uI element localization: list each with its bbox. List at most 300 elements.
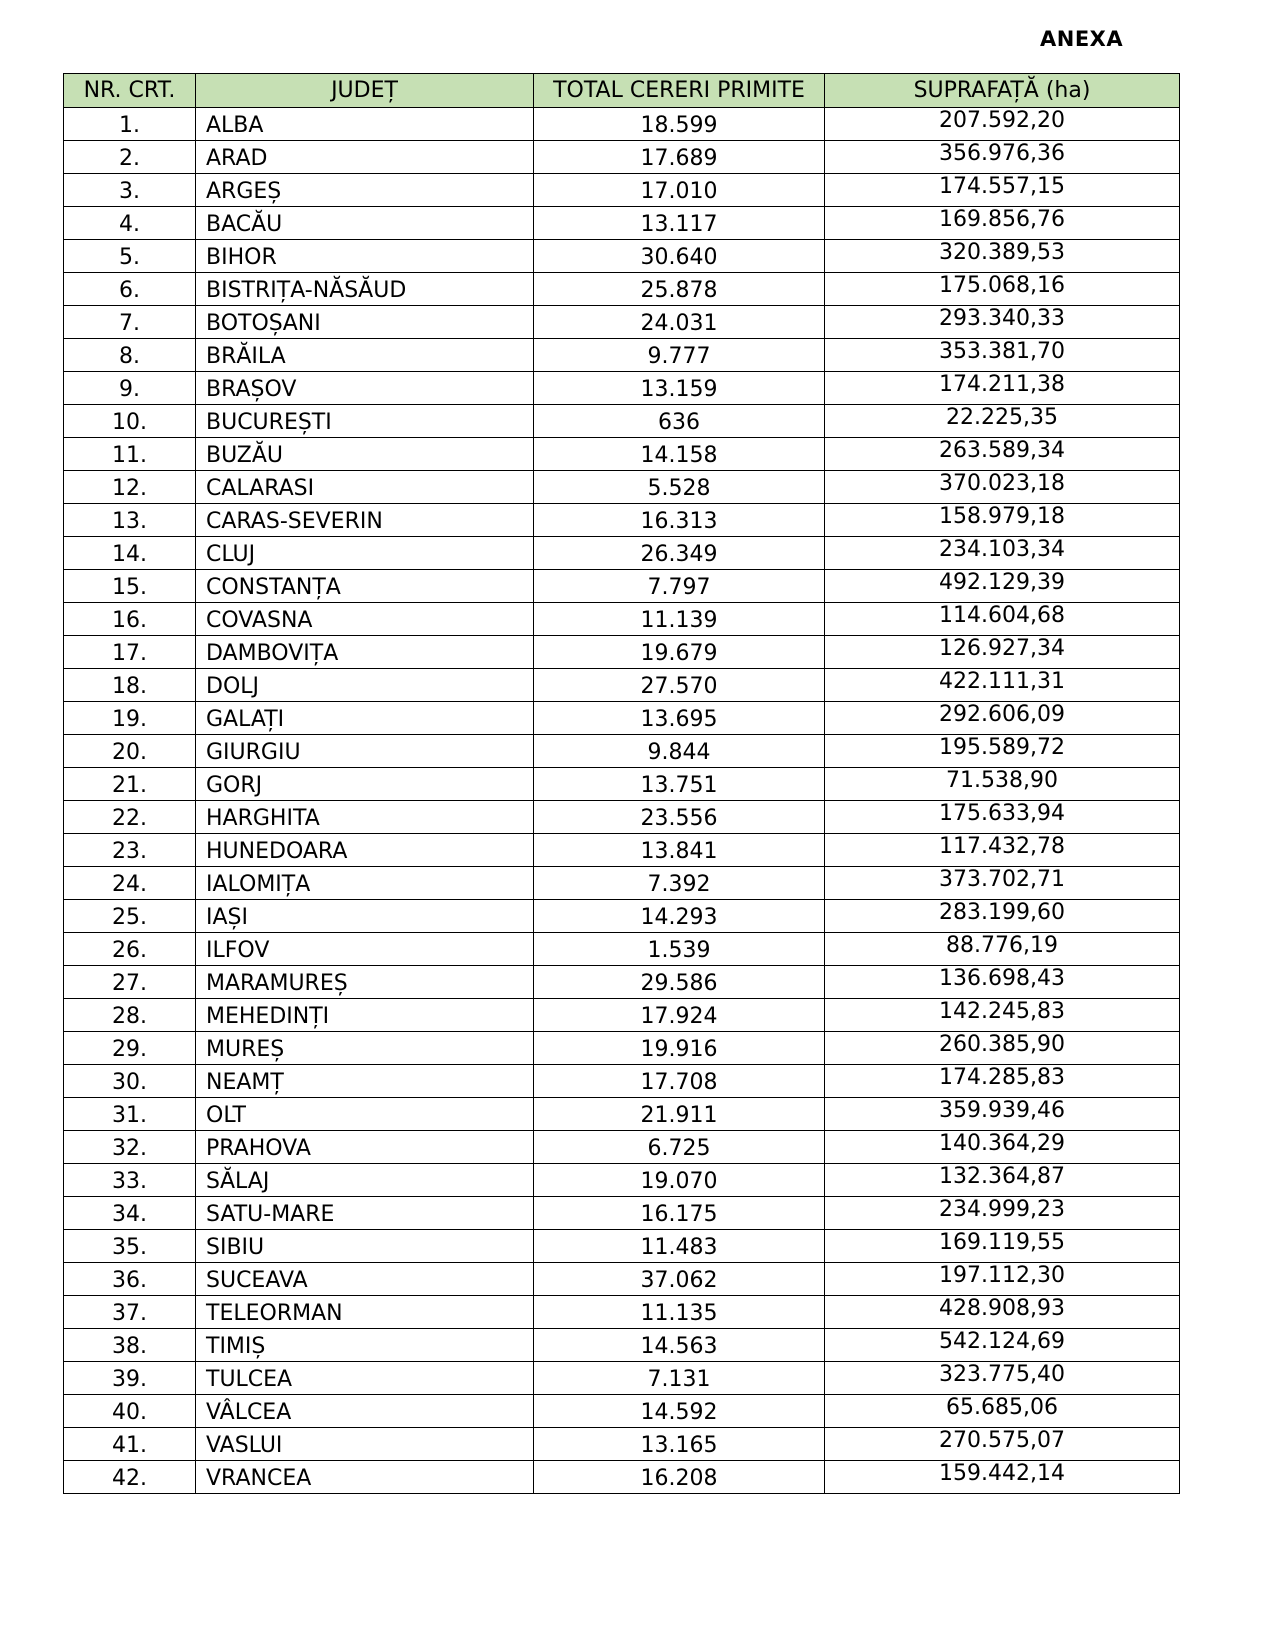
row-total-cell [534,1131,825,1164]
row-judet: DAMBOVIȚA [206,641,339,666]
row-judet: CALARASI [206,476,315,501]
row-judet: IALOMIȚA [206,872,311,897]
row-total-cell [534,702,825,735]
row-suprafata: 175.633,94 [939,801,1065,826]
table-row [64,339,1180,372]
row-total: 21.911 [640,1103,718,1128]
row-judet: PRAHOVA [206,1136,311,1161]
row-judet-cell [196,1461,534,1494]
table-row [64,1131,1180,1164]
row-judet-cell [196,438,534,471]
row-number: 31. [112,1103,147,1128]
row-number: 40. [112,1400,147,1425]
row-judet: CARAS-SEVERIN [206,509,383,534]
row-judet-cell [196,1197,534,1230]
row-judet-cell [196,801,534,834]
row-total-cell [534,1230,825,1263]
row-total-cell [534,1329,825,1362]
row-number-cell [64,867,196,900]
row-number-cell [64,933,196,966]
row-suprafata: 22.225,35 [946,405,1058,430]
row-judet: BOTOȘANI [206,311,321,336]
row-total: 13.841 [640,839,718,864]
row-judet-cell [196,405,534,438]
row-number-cell [64,537,196,570]
row-suprafata-cell [825,306,1180,339]
row-suprafata: 175.068,16 [939,273,1065,298]
row-suprafata: 132.364,87 [939,1164,1065,1189]
row-total: 14.592 [640,1400,718,1425]
row-judet: BRAȘOV [206,377,297,402]
row-number: 42. [112,1466,147,1491]
row-judet-cell [196,933,534,966]
row-total-cell [534,108,825,141]
row-number-cell [64,1197,196,1230]
row-number: 36. [112,1268,147,1293]
row-total-cell [534,999,825,1032]
row-number-cell [64,801,196,834]
row-total: 5.528 [647,476,711,501]
row-judet: VÂLCEA [206,1400,292,1425]
table-row [64,735,1180,768]
row-number-cell [64,1032,196,1065]
row-suprafata-cell [825,702,1180,735]
table-row [64,1065,1180,1098]
row-judet: BRĂILA [206,344,286,369]
table-row [64,1098,1180,1131]
row-suprafata-cell [825,834,1180,867]
row-suprafata: 323.775,40 [939,1362,1065,1387]
row-judet-cell [196,834,534,867]
row-suprafata: 169.856,76 [939,207,1065,232]
row-suprafata-cell [825,273,1180,306]
row-number-cell [64,999,196,1032]
row-judet-cell [196,570,534,603]
row-total-cell [534,636,825,669]
row-suprafata: 126.927,34 [939,636,1065,661]
table-row [64,999,1180,1032]
row-judet-cell [196,207,534,240]
row-number-cell [64,471,196,504]
row-judet-cell [196,867,534,900]
row-judet: SIBIU [206,1235,265,1260]
row-total-cell [534,1065,825,1098]
row-number: 13. [112,509,147,534]
row-number: 18. [112,674,147,699]
table-row [64,141,1180,174]
row-number: 21. [112,773,147,798]
row-judet-cell [196,1362,534,1395]
row-total: 14.293 [640,905,718,930]
row-number-cell [64,240,196,273]
row-total-cell [534,933,825,966]
row-total: 17.708 [640,1070,718,1095]
row-judet: NEAMȚ [206,1070,284,1095]
row-number: 22. [112,806,147,831]
row-suprafata: 234.103,34 [939,537,1065,562]
row-suprafata: 174.557,15 [939,174,1065,199]
table-row [64,834,1180,867]
row-number: 29. [112,1037,147,1062]
row-number: 23. [112,839,147,864]
row-number: 5. [119,245,140,270]
row-total: 14.158 [640,443,718,468]
row-suprafata: 422.111,31 [939,669,1065,694]
row-total: 37.062 [640,1268,718,1293]
row-suprafata: 174.211,38 [939,372,1065,397]
row-number-cell [64,834,196,867]
row-total-cell [534,504,825,537]
row-number-cell [64,1098,196,1131]
row-judet-cell [196,702,534,735]
row-judet: TIMIȘ [206,1334,266,1359]
row-judet: CONSTANȚA [206,575,341,600]
row-judet: MARAMUREȘ [206,971,348,996]
row-total-cell [534,174,825,207]
row-total: 27.570 [640,674,718,699]
row-suprafata: 114.604,68 [939,603,1065,628]
row-suprafata: 195.589,72 [939,735,1065,760]
row-number-cell [64,1230,196,1263]
row-suprafata-cell [825,669,1180,702]
row-number: 30. [112,1070,147,1095]
row-judet: HUNEDOARA [206,839,348,864]
table-row [64,933,1180,966]
row-judet-cell [196,1098,534,1131]
row-suprafata-cell [825,570,1180,603]
row-total: 29.586 [640,971,718,996]
row-total: 19.916 [640,1037,718,1062]
row-judet-cell [196,108,534,141]
table-row [64,174,1180,207]
row-suprafata-cell [825,603,1180,636]
row-suprafata-cell [825,174,1180,207]
row-number: 37. [112,1301,147,1326]
row-total-cell [534,1395,825,1428]
row-judet-cell [196,372,534,405]
row-number: 15. [112,575,147,600]
row-number-cell [64,306,196,339]
row-judet-cell [196,1263,534,1296]
row-judet-cell [196,471,534,504]
table-row [64,1329,1180,1362]
row-judet-cell [196,339,534,372]
row-suprafata: 370.023,18 [939,471,1065,496]
row-suprafata: 428.908,93 [939,1296,1065,1321]
row-suprafata-cell [825,1164,1180,1197]
table-row [64,1362,1180,1395]
row-number-cell [64,141,196,174]
row-suprafata: 373.702,71 [939,867,1065,892]
row-judet: BIHOR [206,245,277,270]
row-total: 13.751 [640,773,718,798]
row-total-cell [534,405,825,438]
row-total-cell [534,1263,825,1296]
row-suprafata-cell [825,1230,1180,1263]
row-judet-cell [196,999,534,1032]
row-number-cell [64,372,196,405]
row-judet-cell [196,900,534,933]
row-suprafata-cell [825,966,1180,999]
row-number-cell [64,1395,196,1428]
row-suprafata: 359.939,46 [939,1098,1065,1123]
row-total: 17.924 [640,1004,718,1029]
row-suprafata: 320.389,53 [939,240,1065,265]
row-total: 23.556 [640,806,718,831]
row-judet: ALBA [206,113,264,138]
row-suprafata: 158.979,18 [939,504,1065,529]
header-judet: JUDEȚ [196,74,534,108]
row-total: 19.070 [640,1169,718,1194]
row-total-cell [534,768,825,801]
table-row [64,438,1180,471]
row-number: 28. [112,1004,147,1029]
header-suprafata: SUPRAFAȚĂ (ha) [825,74,1180,108]
row-total-cell [534,1428,825,1461]
row-number-cell [64,603,196,636]
row-number-cell [64,702,196,735]
row-total: 24.031 [640,311,718,336]
row-suprafata-cell [825,372,1180,405]
row-number-cell [64,1065,196,1098]
row-total-cell [534,1296,825,1329]
row-total: 13.165 [640,1433,718,1458]
row-suprafata-cell [825,1032,1180,1065]
row-suprafata-cell [825,1131,1180,1164]
row-suprafata: 542.124,69 [939,1329,1065,1354]
row-total-cell [534,570,825,603]
row-number: 38. [112,1334,147,1359]
row-number-cell [64,1296,196,1329]
row-number-cell [64,570,196,603]
table-row [64,240,1180,273]
row-total: 11.135 [640,1301,718,1326]
row-suprafata: 283.199,60 [939,900,1065,925]
row-number: 39. [112,1367,147,1392]
row-suprafata: 207.592,20 [939,108,1065,133]
row-judet: ARGEȘ [206,179,282,204]
row-number-cell [64,339,196,372]
row-judet: TELEORMAN [206,1301,343,1326]
row-suprafata-cell [825,1263,1180,1296]
row-suprafata: 270.575,07 [939,1428,1065,1453]
row-number: 25. [112,905,147,930]
row-suprafata: 159.442,14 [939,1461,1065,1486]
row-total-cell [534,339,825,372]
row-number: 24. [112,872,147,897]
table-row [64,372,1180,405]
row-number-cell [64,1362,196,1395]
row-number: 34. [112,1202,147,1227]
row-number: 20. [112,740,147,765]
row-judet: GIURGIU [206,740,301,765]
row-suprafata: 117.432,78 [939,834,1065,859]
row-suprafata-cell [825,1395,1180,1428]
row-total-cell [534,273,825,306]
row-total-cell [534,867,825,900]
row-total-cell [534,537,825,570]
row-number-cell [64,207,196,240]
row-judet: VASLUI [206,1433,283,1458]
annex-label: ANEXA [1040,27,1124,51]
row-suprafata: 263.589,34 [939,438,1065,463]
row-suprafata-cell [825,1065,1180,1098]
row-number: 4. [119,212,140,237]
row-total: 1.539 [647,938,711,963]
row-judet: MEHEDINȚI [206,1004,330,1029]
row-total-cell [534,141,825,174]
row-judet: OLT [206,1103,246,1128]
table-row [64,1461,1180,1494]
row-judet: VRANCEA [206,1466,312,1491]
row-suprafata: 142.245,83 [939,999,1065,1024]
row-total-cell [534,966,825,999]
row-total: 26.349 [640,542,718,567]
row-suprafata-cell [825,1428,1180,1461]
row-number: 14. [112,542,147,567]
row-suprafata-cell [825,339,1180,372]
row-suprafata-cell [825,504,1180,537]
row-judet: SUCEAVA [206,1268,308,1293]
table-row [64,1032,1180,1065]
row-suprafata: 197.112,30 [939,1263,1065,1288]
row-suprafata: 169.119,55 [939,1230,1065,1255]
row-judet-cell [196,966,534,999]
table-row [64,966,1180,999]
row-total-cell [534,1098,825,1131]
row-suprafata: 71.538,90 [946,768,1058,793]
table-row [64,273,1180,306]
row-number: 8. [119,344,140,369]
row-suprafata-cell [825,141,1180,174]
row-number: 26. [112,938,147,963]
row-total: 30.640 [640,245,718,270]
row-judet-cell [196,669,534,702]
row-total: 13.159 [640,377,718,402]
row-suprafata: 356.976,36 [939,141,1065,166]
row-suprafata: 293.340,33 [939,306,1065,331]
row-total: 7.797 [647,575,711,600]
row-suprafata-cell [825,933,1180,966]
row-suprafata-cell [825,735,1180,768]
table-row [64,1263,1180,1296]
table-row [64,801,1180,834]
row-judet: BUZĂU [206,443,284,468]
table-row [64,1296,1180,1329]
row-number: 7. [119,311,140,336]
row-total-cell [534,900,825,933]
row-judet-cell [196,768,534,801]
row-judet-cell [196,1329,534,1362]
table-row [64,537,1180,570]
row-number-cell [64,405,196,438]
row-number: 27. [112,971,147,996]
row-number-cell [64,504,196,537]
row-judet: COVASNA [206,608,313,633]
row-number: 2. [119,146,140,171]
row-number-cell [64,1461,196,1494]
table-row [64,636,1180,669]
row-judet-cell [196,1296,534,1329]
row-suprafata: 353.381,70 [939,339,1065,364]
row-total: 11.139 [640,608,718,633]
row-suprafata-cell [825,768,1180,801]
table-row [64,108,1180,141]
row-total-cell [534,669,825,702]
row-judet-cell [196,636,534,669]
row-suprafata-cell [825,207,1180,240]
row-total-cell [534,471,825,504]
table-row [64,405,1180,438]
row-number-cell [64,1164,196,1197]
row-number-cell [64,174,196,207]
row-total: 11.483 [640,1235,718,1260]
row-suprafata-cell [825,1461,1180,1494]
row-total-cell [534,1032,825,1065]
row-judet: HARGHITA [206,806,320,831]
row-total: 9.777 [647,344,711,369]
table-row [64,207,1180,240]
row-judet-cell [196,1164,534,1197]
table-header [64,74,1180,108]
row-suprafata-cell [825,636,1180,669]
row-total: 16.313 [640,509,718,534]
row-judet: BISTRIȚA-NĂSĂUD [206,278,407,303]
row-judet-cell [196,537,534,570]
row-number-cell [64,669,196,702]
row-number-cell [64,735,196,768]
row-judet: ILFOV [206,938,270,963]
table-row [64,768,1180,801]
row-total: 7.392 [647,872,711,897]
row-judet-cell [196,603,534,636]
row-total-cell [534,1362,825,1395]
row-total: 13.695 [640,707,718,732]
row-judet-cell [196,1428,534,1461]
row-suprafata: 174.285,83 [939,1065,1065,1090]
row-judet-cell [196,141,534,174]
row-total: 6.725 [647,1136,711,1161]
row-number-cell [64,966,196,999]
row-suprafata: 140.364,29 [939,1131,1065,1156]
row-total-cell [534,306,825,339]
row-suprafata-cell [825,999,1180,1032]
row-judet: BACĂU [206,212,283,237]
row-suprafata: 234.999,23 [939,1197,1065,1222]
row-suprafata: 65.685,06 [946,1395,1058,1420]
row-number: 16. [112,608,147,633]
row-judet: MUREȘ [206,1037,285,1062]
row-judet: ARAD [206,146,268,171]
row-suprafata-cell [825,537,1180,570]
table-row [64,1428,1180,1461]
row-judet: SĂLAJ [206,1169,270,1194]
row-suprafata-cell [825,471,1180,504]
row-suprafata: 492.129,39 [939,570,1065,595]
row-total: 25.878 [640,278,718,303]
header-row [64,74,1180,108]
row-judet-cell [196,1065,534,1098]
table-row [64,669,1180,702]
table-row [64,1197,1180,1230]
row-suprafata-cell [825,1329,1180,1362]
row-number-cell [64,273,196,306]
row-suprafata: 260.385,90 [939,1032,1065,1057]
row-number-cell [64,108,196,141]
row-number: 35. [112,1235,147,1260]
row-number: 41. [112,1433,147,1458]
row-suprafata: 88.776,19 [946,933,1058,958]
